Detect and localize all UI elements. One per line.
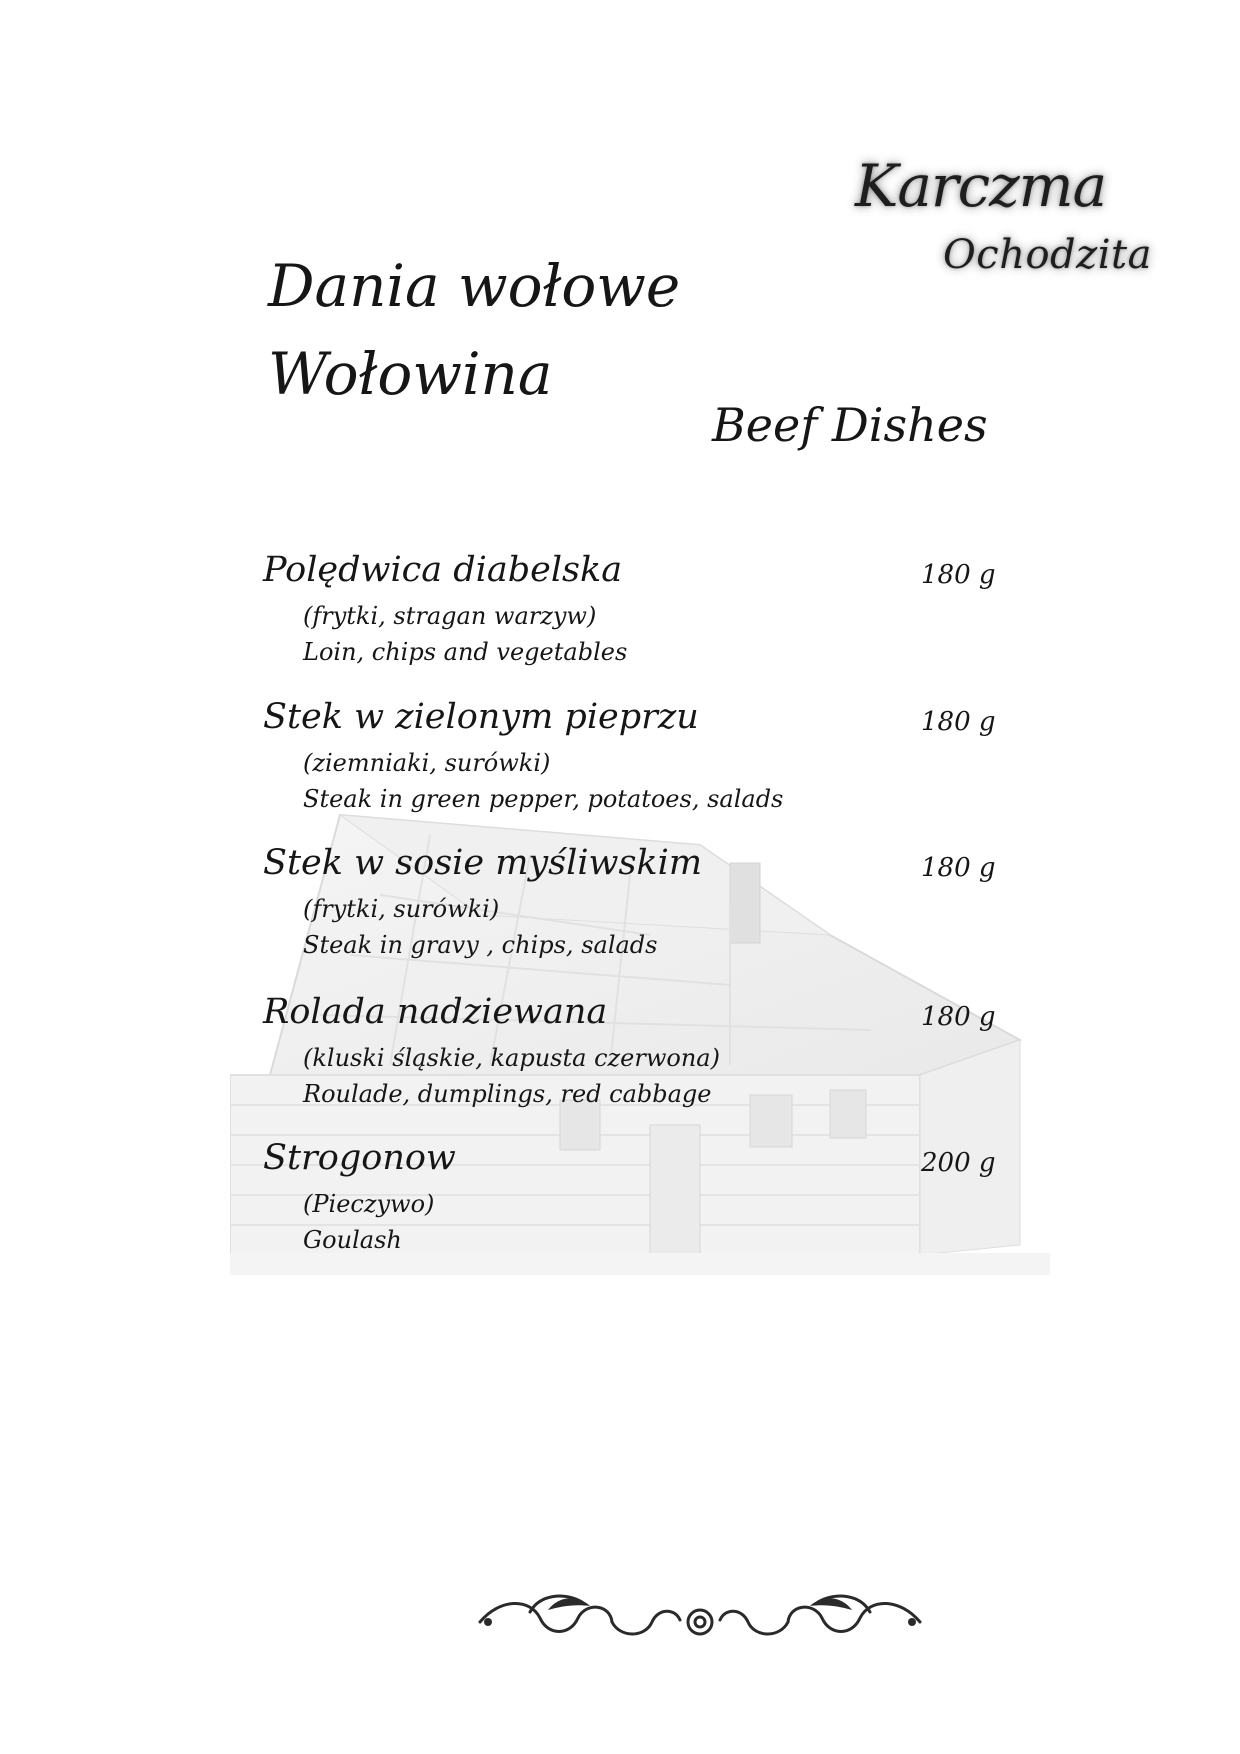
page-title-english: Beef Dishes — [712, 398, 988, 452]
footer-ornament — [470, 1588, 930, 1648]
logo-line-karczma: Karczma — [855, 152, 1107, 220]
dish-weight: 180 g — [921, 707, 996, 737]
logo-line-ochodzita: Ochodzita — [943, 232, 1152, 278]
dish-english-description: Loin, chips and vegetables — [303, 638, 628, 666]
dish-name: Stek w zielonym pieprzu — [263, 697, 699, 737]
dish-english-description: Goulash — [303, 1226, 402, 1254]
dish-name: Rolada nadziewana — [263, 992, 608, 1032]
restaurant-logo — [855, 152, 1155, 292]
dish-name: Strogonow — [263, 1138, 456, 1178]
dish-english-description: Steak in green pepper, potatoes, salads — [303, 785, 784, 813]
dish-sides: (Pieczywo) — [303, 1190, 435, 1218]
dish-weight: 180 g — [921, 1002, 996, 1032]
dish-name: Polędwica diabelska — [263, 550, 623, 590]
dish-sides: (frytki, stragan warzyw) — [303, 602, 597, 630]
page-subtitle-polish: Wołowina — [268, 340, 553, 408]
dish-sides: (ziemniaki, surówki) — [303, 749, 551, 777]
dish-weight: 180 g — [921, 560, 996, 590]
dish-english-description: Steak in gravy , chips, salads — [303, 931, 658, 959]
dish-weight: 180 g — [921, 853, 996, 883]
dish-sides: (frytki, surówki) — [303, 895, 500, 923]
dish-english-description: Roulade, dumplings, red cabbage — [303, 1080, 712, 1108]
dish-name: Stek w sosie myśliwskim — [263, 843, 703, 883]
dish-weight: 200 g — [921, 1148, 996, 1178]
page-title-polish: Dania wołowe — [268, 252, 681, 320]
dish-sides: (kluski śląskie, kapusta czerwona) — [303, 1044, 720, 1072]
